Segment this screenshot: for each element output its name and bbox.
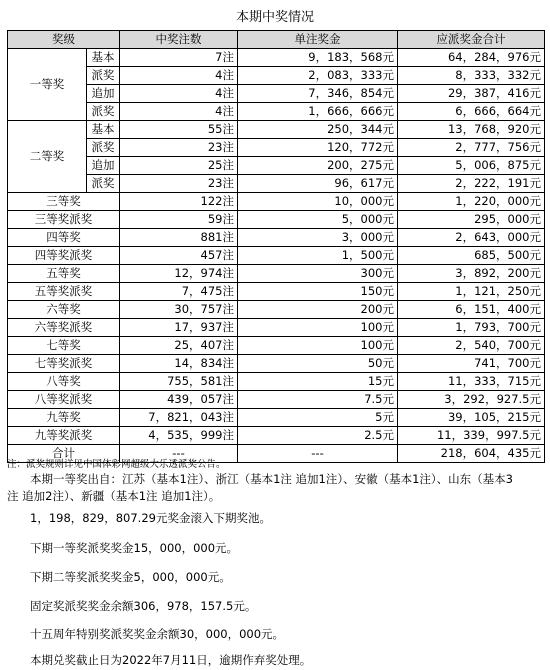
winner-count: 755，581注 (120, 373, 238, 391)
prize-level-label: 九等奖派奖 (8, 427, 120, 445)
single-prize: 150元 (238, 283, 398, 301)
total-prize: 1，220，000元 (398, 193, 545, 211)
table-row (8, 409, 545, 427)
table-row (8, 157, 545, 175)
anniversary-balance-text: 十五周年特别奖派奖奖金余额30，000，000元。 (7, 627, 285, 641)
prize-level-label: 六等奖派奖 (8, 319, 120, 337)
winner-count: 59注 (120, 211, 238, 229)
prize-level-label: 六等奖 (8, 301, 120, 319)
winner-count: 457注 (120, 247, 238, 265)
prize-level-label: 二等奖 (8, 121, 87, 193)
prize-level-label: 七等奖派奖 (8, 355, 120, 373)
total-prize: 13，768，920元 (398, 121, 545, 139)
winner-count: 4，535，999注 (120, 427, 238, 445)
winner-count: 122注 (120, 193, 238, 211)
table-row (8, 373, 545, 391)
single-prize: 200，275元 (238, 157, 398, 175)
winner-count: 4注 (120, 103, 238, 121)
single-prize: 3，000元 (238, 229, 398, 247)
total-prize: 11，339，997.5元 (398, 427, 545, 445)
fixed-balance-text: 固定奖派奖奖金余额306，978，157.5元。 (7, 599, 257, 613)
header-total-prize: 应派奖金合计 (398, 31, 545, 49)
table-row (8, 319, 545, 337)
single-prize: 200元 (238, 301, 398, 319)
table-row (8, 67, 545, 85)
total-single: --- (238, 445, 398, 463)
prize-sub-label: 追加 (87, 85, 120, 103)
prize-level-label: 四等奖 (8, 229, 120, 247)
prize-table (7, 30, 545, 463)
total-prize: 2，643，000元 (398, 229, 545, 247)
table-row (8, 49, 545, 67)
winner-count: 14，834注 (120, 355, 238, 373)
prize-level-label: 三等奖 (8, 193, 120, 211)
page-title: 本期中奖情况 (235, 10, 314, 25)
single-prize: 100元 (238, 337, 398, 355)
prize-sub-label: 基本 (87, 121, 120, 139)
prize-sub-label: 派奖 (87, 175, 120, 193)
total-prize: 741，700元 (398, 355, 545, 373)
prize-level-label: 五等奖派奖 (8, 283, 120, 301)
single-prize: 2.5元 (238, 427, 398, 445)
table-header-row (8, 31, 545, 49)
header-level: 奖级 (8, 31, 120, 49)
single-prize: 5，000元 (238, 211, 398, 229)
prize-sub-label: 派奖 (87, 67, 120, 85)
rollover-text: 1，198，829，807.29元奖金滚入下期奖池。 (7, 511, 271, 525)
single-prize: 1，500元 (238, 247, 398, 265)
winner-count: 23注 (120, 139, 238, 157)
total-prize: 2，222，191元 (398, 175, 545, 193)
next-second-prize-text: 下期二等奖派奖奖金5，000，000元。 (7, 570, 231, 584)
deadline-text: 本期兑奖截止日为2022年7月11日，逾期作弃奖处理。 (7, 653, 312, 667)
single-prize: 7.5元 (238, 391, 398, 409)
table-row (8, 229, 545, 247)
single-prize: 120，772元 (238, 139, 398, 157)
total-prize: 8，333，332元 (398, 67, 545, 85)
table-row (8, 85, 545, 103)
single-prize: 5元 (238, 409, 398, 427)
table-row (8, 211, 545, 229)
table-row (8, 247, 545, 265)
prize-level-label: 五等奖 (8, 265, 120, 283)
prize-level-label: 三等奖派奖 (8, 211, 120, 229)
winner-count: 7注 (120, 49, 238, 67)
prize-level-label: 一等奖 (8, 49, 87, 121)
prize-sub-label: 派奖 (87, 139, 120, 157)
single-prize: 1，666，666元 (238, 103, 398, 121)
winner-count: 4注 (120, 85, 238, 103)
winners-line-2: 注 追加2注）、新疆（基本1注 追加1注）。 (7, 489, 221, 503)
total-prize: 11，333，715元 (398, 373, 545, 391)
total-prize: 685，500元 (398, 247, 545, 265)
table-row (8, 427, 545, 445)
winner-count: 25，407注 (120, 337, 238, 355)
winner-count: 17，937注 (120, 319, 238, 337)
winner-count: 439，057注 (120, 391, 238, 409)
prize-level-label: 四等奖派奖 (8, 247, 120, 265)
winner-count: 12，974注 (120, 265, 238, 283)
prize-level-label: 八等奖 (8, 373, 120, 391)
single-prize: 250，344元 (238, 121, 398, 139)
winners-line-1: 本期一等奖出自：江苏（基本1注）、浙江（基本1注 追加1注）、安徽（基本1注）、山东（基本3 (7, 472, 513, 486)
table-row (8, 391, 545, 409)
total-prize: 29，387，416元 (398, 85, 545, 103)
footnote: 注：派奖规则详见中国体彩网超级大乐透派奖公告。 (7, 459, 226, 470)
prize-sub-label: 派奖 (87, 103, 120, 121)
total-prize: 1，793，700元 (398, 319, 545, 337)
total-prize: 39，105，215元 (398, 409, 545, 427)
table-row (8, 103, 545, 121)
total-prize: 5，006，875元 (398, 157, 545, 175)
prize-sub-label: 基本 (87, 49, 120, 67)
prize-level-label: 八等奖派奖 (8, 391, 120, 409)
winner-count: 4注 (120, 67, 238, 85)
single-prize: 9，183，568元 (238, 49, 398, 67)
single-prize: 15元 (238, 373, 398, 391)
single-prize: 2，083，333元 (238, 67, 398, 85)
single-prize: 10，000元 (238, 193, 398, 211)
total-prize: 64，284，976元 (398, 49, 545, 67)
table-row (8, 265, 545, 283)
prize-level-label: 九等奖 (8, 409, 120, 427)
total-prize: 3，892，200元 (398, 265, 545, 283)
winner-count: 23注 (120, 175, 238, 193)
winner-count: 7，475注 (120, 283, 238, 301)
table-row (8, 301, 545, 319)
single-prize: 7，346，854元 (238, 85, 398, 103)
winner-count: 55注 (120, 121, 238, 139)
table-row (8, 139, 545, 157)
total-count: --- (120, 445, 238, 463)
total-label: 合计 (8, 445, 120, 463)
winner-count: 30，757注 (120, 301, 238, 319)
table-row (8, 193, 545, 211)
total-prize: 2，540，700元 (398, 337, 545, 355)
single-prize: 300元 (238, 265, 398, 283)
total-prize: 1，121，250元 (398, 283, 545, 301)
single-prize: 100元 (238, 319, 398, 337)
winner-count: 7，821，043注 (120, 409, 238, 427)
table-row (8, 337, 545, 355)
table-row (8, 121, 545, 139)
prize-level-label: 七等奖 (8, 337, 120, 355)
single-prize: 96，617元 (238, 175, 398, 193)
table-row (8, 175, 545, 193)
grand-total: 218，604，435元 (398, 445, 545, 463)
total-prize: 295，000元 (398, 211, 545, 229)
total-prize: 2，777，756元 (398, 139, 545, 157)
header-count: 中奖注数 (120, 31, 238, 49)
single-prize: 50元 (238, 355, 398, 373)
total-prize: 6，151，400元 (398, 301, 545, 319)
total-prize: 6，666，664元 (398, 103, 545, 121)
winner-count: 881注 (120, 229, 238, 247)
total-prize: 3，292，927.5元 (398, 391, 545, 409)
header-single-prize: 单注奖金 (238, 31, 398, 49)
winner-count: 25注 (120, 157, 238, 175)
next-first-prize-text: 下期一等奖派奖奖金15，000，000元。 (7, 541, 239, 555)
table-row (8, 283, 545, 301)
table-row (8, 355, 545, 373)
prize-sub-label: 追加 (87, 157, 120, 175)
